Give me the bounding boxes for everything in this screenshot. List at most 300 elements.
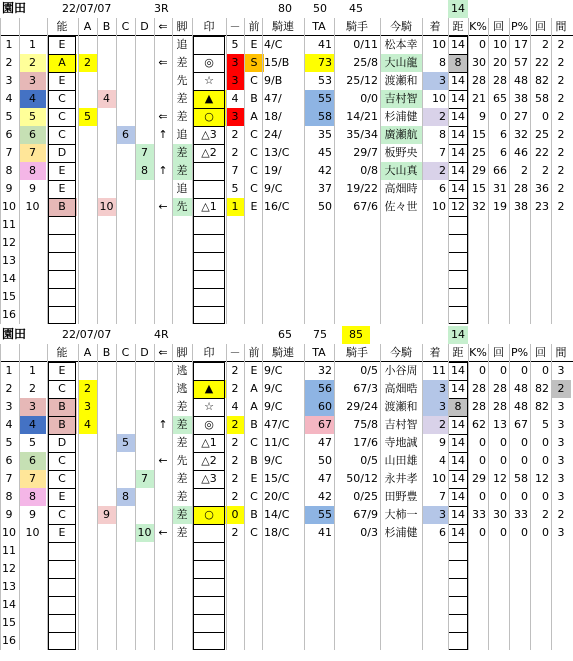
prediction-mark[interactable]: ◎ <box>204 418 214 431</box>
jockey-name[interactable]: 佐々世 <box>384 200 418 213</box>
front-letter[interactable]: C <box>250 490 258 503</box>
gate-number[interactable]: 6 <box>19 452 46 470</box>
distance[interactable]: 14 <box>451 418 465 431</box>
jockey-record[interactable]: 0/25 <box>353 490 378 503</box>
arrow-indicator[interactable] <box>154 488 172 506</box>
distance[interactable]: 14 <box>451 436 465 449</box>
ta-value[interactable]: 41 <box>318 38 332 51</box>
rank-c[interactable] <box>116 180 135 198</box>
ability-grade[interactable]: C <box>58 110 66 123</box>
jockey-name[interactable]: 田野豊 <box>384 490 418 503</box>
running-style[interactable]: 差 <box>176 400 188 413</box>
column-header[interactable]: 騎手 <box>346 346 368 359</box>
p-count[interactable]: 25 <box>535 128 549 141</box>
mark-rank[interactable]: 2 <box>231 146 239 159</box>
rank-d[interactable] <box>135 488 154 506</box>
distance[interactable]: 14 <box>451 454 465 467</box>
arrow-indicator[interactable] <box>154 180 172 198</box>
gate-number[interactable]: 7 <box>19 470 46 488</box>
mark-rank[interactable]: 2 <box>231 382 239 395</box>
jockey-name[interactable]: 杉浦健 <box>384 110 418 123</box>
k-count[interactable]: 20 <box>493 56 507 69</box>
row-number[interactable]: 13 <box>2 254 16 267</box>
gate-number[interactable]: 8 <box>19 162 46 180</box>
column-header[interactable]: K% <box>469 346 487 359</box>
ta-value[interactable]: 45 <box>318 146 332 159</box>
p-percent[interactable]: 0 <box>521 490 528 503</box>
ability-grade[interactable]: E <box>58 526 66 539</box>
rank-b[interactable] <box>97 108 116 126</box>
distance[interactable]: 14 <box>451 508 465 521</box>
header-value[interactable]: 80 <box>278 2 292 15</box>
race-label[interactable]: 3R <box>154 2 169 15</box>
jockey-record[interactable]: 14/21 <box>346 110 378 123</box>
p-count[interactable]: 0 <box>542 526 549 539</box>
p-percent[interactable]: 57 <box>514 56 528 69</box>
rank-d[interactable] <box>135 36 154 54</box>
rank-d[interactable] <box>135 180 154 198</box>
arrow-indicator[interactable]: ↑ <box>158 164 168 177</box>
ability-grade[interactable]: C <box>58 128 66 141</box>
finish-position[interactable]: 4 <box>439 454 446 467</box>
k-count[interactable]: 0 <box>500 454 507 467</box>
rank-c[interactable] <box>116 90 135 108</box>
jockey-name[interactable]: 松本幸 <box>384 38 418 51</box>
jockey-record[interactable]: 25/12 <box>346 74 378 87</box>
running-style[interactable]: 先 <box>172 198 192 216</box>
p-count[interactable]: 22 <box>535 146 549 159</box>
finish-position[interactable]: 10 <box>432 38 446 51</box>
ability-grade[interactable]: C <box>58 92 66 105</box>
front-value[interactable]: 18/ <box>264 110 282 123</box>
prediction-mark[interactable]: △2 <box>201 146 217 159</box>
ability-grade[interactable]: C <box>58 382 66 395</box>
date-label[interactable]: 22/07/07 <box>62 328 112 341</box>
rank-b[interactable] <box>97 434 116 452</box>
ta-value[interactable]: 50 <box>318 454 332 467</box>
finish-position[interactable]: 6 <box>439 526 446 539</box>
ability-grade[interactable]: A <box>47 54 77 72</box>
arrow-indicator[interactable] <box>154 506 172 524</box>
row-number[interactable]: 15 <box>2 616 16 629</box>
running-style[interactable]: 差 <box>176 490 188 503</box>
p-count[interactable]: 5 <box>542 418 549 431</box>
rank-b[interactable] <box>97 470 116 488</box>
rank-b[interactable]: 10 <box>97 198 116 216</box>
jockey-name[interactable]: 吉村智 <box>380 90 422 108</box>
column-header[interactable]: 今騎 <box>390 20 412 33</box>
finish-position[interactable]: 2 <box>422 416 448 434</box>
front-letter[interactable]: C <box>250 436 258 449</box>
distance[interactable]: 14 <box>451 364 465 377</box>
row-number[interactable]: 3 <box>5 74 13 87</box>
header-value[interactable]: 50 <box>313 2 327 15</box>
finish-position[interactable]: 10 <box>432 200 446 213</box>
front-value[interactable]: 47/ <box>264 92 282 105</box>
prediction-mark[interactable]: △2 <box>201 454 217 467</box>
k-count[interactable]: 13 <box>493 418 507 431</box>
rank-d[interactable]: 10 <box>135 524 154 542</box>
jockey-record[interactable]: 0/0 <box>360 92 378 105</box>
jockey-name[interactable]: 山田雄 <box>384 454 418 467</box>
arrow-indicator[interactable]: ↑ <box>158 418 168 431</box>
k-count[interactable]: 6 <box>500 146 507 159</box>
rank-c[interactable] <box>116 144 135 162</box>
rank-d[interactable] <box>135 198 154 216</box>
ability-grade[interactable]: B <box>47 416 77 434</box>
prediction-mark[interactable]: △3 <box>201 128 217 141</box>
mark-rank[interactable]: 7 <box>231 164 239 177</box>
mark-rank[interactable]: 2 <box>231 454 239 467</box>
rank-a[interactable] <box>78 506 97 524</box>
interval[interactable]: 3 <box>557 472 565 485</box>
column-header[interactable]: 距 <box>452 20 464 33</box>
arrow-indicator[interactable] <box>154 90 172 108</box>
front-value[interactable]: 9/C <box>264 454 283 467</box>
row-number[interactable]: 7 <box>5 472 13 485</box>
rank-d[interactable] <box>135 416 154 434</box>
p-percent[interactable]: 46 <box>514 146 528 159</box>
jockey-name[interactable]: 渡瀬和 <box>384 400 418 413</box>
row-number[interactable]: 5 <box>5 436 13 449</box>
column-header[interactable]: 距 <box>452 346 464 359</box>
gate-number[interactable]: 10 <box>25 200 40 213</box>
p-count[interactable]: 58 <box>535 92 549 105</box>
ta-value[interactable]: 55 <box>304 506 334 524</box>
ability-grade[interactable]: B <box>47 398 77 416</box>
column-header[interactable]: 脚 <box>176 20 188 33</box>
front-letter[interactable]: E <box>250 364 258 377</box>
column-header[interactable]: D <box>140 346 149 359</box>
k-percent[interactable]: 29 <box>472 164 486 177</box>
arrow-indicator[interactable]: ← <box>158 454 168 467</box>
rank-c[interactable] <box>116 36 135 54</box>
running-style[interactable]: 追 <box>176 38 188 51</box>
k-percent[interactable]: 33 <box>472 508 486 521</box>
rank-c[interactable] <box>116 54 135 72</box>
ta-value[interactable]: 42 <box>318 490 332 503</box>
k-count[interactable]: 30 <box>493 508 507 521</box>
gate-number[interactable]: 7 <box>19 144 46 162</box>
front-letter[interactable]: C <box>250 164 258 177</box>
arrow-indicator[interactable] <box>154 362 172 380</box>
jockey-name[interactable]: 廣瀬航 <box>380 126 422 144</box>
jockey-name[interactable]: 渡瀬和 <box>384 74 418 87</box>
mark-rank[interactable]: 5 <box>231 38 239 51</box>
arrow-indicator[interactable]: ↑ <box>158 128 168 141</box>
arrow-indicator[interactable] <box>154 36 172 54</box>
prediction-mark[interactable]: △1 <box>201 200 217 213</box>
running-style[interactable]: 差 <box>176 92 188 105</box>
finish-position[interactable]: 10 <box>432 92 446 105</box>
rank-a[interactable] <box>78 524 97 542</box>
jockey-record[interactable]: 67/6 <box>353 200 378 213</box>
prediction-mark[interactable]: △1 <box>201 436 217 449</box>
front-value[interactable]: 24/ <box>264 128 282 141</box>
prediction-mark[interactable]: ▲ <box>192 380 226 398</box>
p-count[interactable]: 0 <box>542 490 549 503</box>
p-percent[interactable]: 38 <box>514 92 528 105</box>
jockey-record[interactable]: 0/11 <box>353 38 378 51</box>
prediction-mark[interactable]: △3 <box>201 472 217 485</box>
column-header[interactable]: － <box>229 20 241 33</box>
distance[interactable]: 14 <box>451 164 465 177</box>
rank-d[interactable] <box>135 506 154 524</box>
k-percent[interactable]: 0 <box>479 454 486 467</box>
rank-c[interactable] <box>116 380 135 398</box>
row-number[interactable]: 6 <box>5 454 13 467</box>
rank-b[interactable]: 4 <box>97 90 116 108</box>
rank-c[interactable] <box>116 470 135 488</box>
k-percent[interactable]: 28 <box>472 74 486 87</box>
mark-rank[interactable]: 4 <box>231 92 239 105</box>
rank-a[interactable]: 3 <box>78 398 97 416</box>
p-count[interactable]: 82 <box>535 382 549 395</box>
ability-grade[interactable]: D <box>57 146 67 159</box>
interval[interactable]: 2 <box>557 110 565 123</box>
front-value[interactable]: 14/C <box>264 508 290 521</box>
arrow-indicator[interactable]: ← <box>158 526 168 539</box>
race-label[interactable]: 4R <box>154 328 169 341</box>
row-number[interactable]: 13 <box>2 580 16 593</box>
p-percent[interactable]: 0 <box>521 436 528 449</box>
p-count[interactable]: 0 <box>542 364 549 377</box>
k-count[interactable]: 0 <box>500 364 507 377</box>
row-number[interactable]: 16 <box>2 308 16 321</box>
column-header[interactable]: B <box>102 20 111 33</box>
running-style[interactable]: 差 <box>176 436 188 449</box>
gate-number[interactable]: 9 <box>29 182 36 195</box>
mark-rank[interactable]: 2 <box>231 128 239 141</box>
mark-rank[interactable]: 0 <box>226 506 244 524</box>
column-header[interactable]: 能 <box>56 20 68 33</box>
jockey-name[interactable]: 大柿一 <box>384 508 418 521</box>
k-percent[interactable]: 15 <box>472 182 486 195</box>
ability-grade[interactable]: E <box>58 38 66 51</box>
mark-rank[interactable]: 3 <box>226 54 244 72</box>
rank-c[interactable]: 5 <box>116 434 135 452</box>
running-style[interactable]: 差 <box>176 472 188 485</box>
column-header[interactable]: TA <box>312 346 326 359</box>
jockey-name[interactable]: 板野央 <box>384 146 418 159</box>
front-letter[interactable]: E <box>250 472 258 485</box>
row-number[interactable]: 7 <box>5 146 13 159</box>
distance[interactable]: 14 <box>451 490 465 503</box>
k-count[interactable]: 0 <box>500 110 507 123</box>
column-header[interactable]: 印 <box>203 346 215 359</box>
interval[interactable]: 2 <box>557 128 565 141</box>
column-header[interactable]: P% <box>510 20 529 33</box>
rank-d[interactable] <box>135 452 154 470</box>
p-percent[interactable]: 48 <box>514 400 528 413</box>
rank-d[interactable] <box>135 90 154 108</box>
row-number[interactable]: 12 <box>2 236 16 249</box>
rank-b[interactable] <box>97 180 116 198</box>
k-percent[interactable]: 28 <box>472 382 486 395</box>
distance[interactable]: 14 <box>451 182 465 195</box>
k-percent[interactable]: 15 <box>472 128 486 141</box>
rank-c[interactable] <box>116 506 135 524</box>
gate-number[interactable]: 2 <box>29 382 36 395</box>
k-count[interactable]: 31 <box>493 182 507 195</box>
row-number[interactable]: 11 <box>2 544 16 557</box>
p-percent[interactable]: 48 <box>514 382 528 395</box>
running-style[interactable]: 差 <box>172 162 192 180</box>
p-count[interactable]: 23 <box>535 200 549 213</box>
rank-c[interactable] <box>116 452 135 470</box>
jockey-record[interactable]: 25/8 <box>353 56 378 69</box>
finish-position[interactable]: 3 <box>422 506 448 524</box>
front-value[interactable]: 4/C <box>264 38 283 51</box>
rank-a[interactable] <box>78 144 97 162</box>
front-value[interactable]: 9/C <box>264 182 283 195</box>
front-letter[interactable]: E <box>250 200 258 213</box>
interval[interactable]: 2 <box>557 38 565 51</box>
running-style[interactable]: 差 <box>176 526 188 539</box>
k-percent[interactable]: 0 <box>479 436 486 449</box>
rank-d[interactable]: 7 <box>135 144 154 162</box>
ta-value[interactable]: 58 <box>304 108 334 126</box>
k-count[interactable]: 10 <box>493 38 507 51</box>
p-percent[interactable]: 0 <box>521 526 528 539</box>
k-percent[interactable]: 0 <box>479 364 486 377</box>
column-header[interactable]: － <box>229 346 241 359</box>
p-percent[interactable]: 38 <box>514 200 528 213</box>
rank-c[interactable] <box>116 524 135 542</box>
front-value[interactable]: 9/C <box>264 382 283 395</box>
front-value[interactable]: 9/B <box>264 74 283 87</box>
p-count[interactable]: 2 <box>542 38 549 51</box>
rank-d[interactable] <box>135 126 154 144</box>
ability-grade[interactable]: C <box>58 472 66 485</box>
column-header[interactable]: 騎手 <box>346 20 368 33</box>
distance[interactable]: 8 <box>448 398 468 416</box>
k-count[interactable]: 0 <box>500 526 507 539</box>
row-number[interactable]: 1 <box>5 38 13 51</box>
rank-c[interactable] <box>116 108 135 126</box>
gate-number[interactable]: 4 <box>19 90 46 108</box>
ability-grade[interactable]: D <box>57 436 67 449</box>
front-value[interactable]: 9/C <box>264 364 283 377</box>
ability-grade[interactable]: B <box>47 198 77 216</box>
rank-a[interactable] <box>78 434 97 452</box>
gate-number[interactable]: 4 <box>19 416 46 434</box>
front-value[interactable]: 13/C <box>264 146 290 159</box>
column-header[interactable]: 着 <box>429 346 441 359</box>
interval[interactable]: 2 <box>557 508 565 521</box>
rank-a[interactable]: 5 <box>78 108 97 126</box>
interval[interactable]: 3 <box>557 418 565 431</box>
distance[interactable]: 14 <box>451 74 465 87</box>
rank-d[interactable] <box>135 398 154 416</box>
finish-position[interactable]: 9 <box>439 436 446 449</box>
p-count[interactable]: 2 <box>542 164 549 177</box>
rank-b[interactable] <box>97 362 116 380</box>
p-count[interactable]: 0 <box>542 110 549 123</box>
distance[interactable]: 14 <box>451 146 465 159</box>
mark-rank[interactable]: 3 <box>226 72 244 90</box>
column-header[interactable]: 回 <box>535 346 546 359</box>
prediction-mark[interactable]: ☆ <box>204 74 214 87</box>
k-percent[interactable]: 9 <box>479 110 486 123</box>
front-value[interactable]: 11/C <box>264 436 290 449</box>
p-percent[interactable]: 58 <box>514 472 528 485</box>
arrow-indicator[interactable] <box>154 380 172 398</box>
interval[interactable]: 3 <box>557 436 565 449</box>
row-number[interactable]: 2 <box>5 56 13 69</box>
distance[interactable]: 12 <box>451 200 465 213</box>
column-header[interactable]: 回 <box>493 20 504 33</box>
finish-position[interactable]: 3 <box>422 72 448 90</box>
rank-a[interactable] <box>78 180 97 198</box>
jockey-record[interactable]: 35/34 <box>346 128 378 141</box>
rank-c[interactable] <box>116 398 135 416</box>
front-letter[interactable]: C <box>250 182 258 195</box>
k-percent[interactable]: 29 <box>472 472 486 485</box>
rank-a[interactable]: 4 <box>78 416 97 434</box>
front-letter[interactable]: B <box>250 418 258 431</box>
ability-grade[interactable]: E <box>58 364 66 377</box>
running-style[interactable]: 差 <box>172 416 192 434</box>
front-letter[interactable]: A <box>250 382 258 395</box>
rank-b[interactable] <box>97 398 116 416</box>
rank-b[interactable] <box>97 380 116 398</box>
arrow-indicator[interactable] <box>154 72 172 90</box>
column-header[interactable]: TA <box>312 20 326 33</box>
rank-a[interactable] <box>78 36 97 54</box>
running-style[interactable]: 差 <box>172 144 192 162</box>
k-count[interactable]: 28 <box>493 382 507 395</box>
p-percent[interactable]: 17 <box>514 38 528 51</box>
ta-value[interactable]: 47 <box>318 472 332 485</box>
front-letter[interactable]: A <box>250 400 258 413</box>
k-count[interactable]: 0 <box>500 436 507 449</box>
front-value[interactable]: 15/B <box>264 56 290 69</box>
venue-label[interactable]: 園田 <box>2 327 27 341</box>
p-count[interactable]: 2 <box>542 508 549 521</box>
jockey-name[interactable]: 高畑晧 <box>384 382 418 395</box>
running-style[interactable]: 追 <box>176 128 188 141</box>
jockey-record[interactable]: 19/22 <box>346 182 378 195</box>
front-value[interactable]: 16/C <box>264 200 290 213</box>
column-header[interactable]: D <box>140 20 149 33</box>
column-header[interactable]: 騎連 <box>272 20 294 33</box>
running-style[interactable]: 逃 <box>176 364 188 377</box>
rank-d[interactable]: 7 <box>135 470 154 488</box>
ability-grade[interactable]: E <box>58 74 66 87</box>
row-number[interactable]: 12 <box>2 562 16 575</box>
k-count[interactable]: 65 <box>493 92 507 105</box>
rank-c[interactable]: 8 <box>116 488 135 506</box>
k-percent[interactable]: 21 <box>472 92 486 105</box>
p-count[interactable]: 22 <box>535 56 549 69</box>
rank-d[interactable] <box>135 362 154 380</box>
rank-a[interactable] <box>78 126 97 144</box>
arrow-indicator[interactable]: ⇐ <box>158 56 168 69</box>
ta-value[interactable]: 53 <box>318 74 332 87</box>
k-count[interactable]: 6 <box>500 128 507 141</box>
ability-grade[interactable]: E <box>58 182 66 195</box>
p-percent[interactable]: 28 <box>514 182 528 195</box>
rank-d[interactable] <box>135 108 154 126</box>
column-header[interactable]: 今騎 <box>390 346 412 359</box>
gate-number[interactable]: 1 <box>29 364 36 377</box>
column-header[interactable]: 脚 <box>176 346 188 359</box>
gate-number[interactable]: 1 <box>29 38 36 51</box>
front-value[interactable]: 15/C <box>264 472 290 485</box>
distance[interactable]: 14 <box>451 92 465 105</box>
finish-position[interactable]: 3 <box>422 380 448 398</box>
